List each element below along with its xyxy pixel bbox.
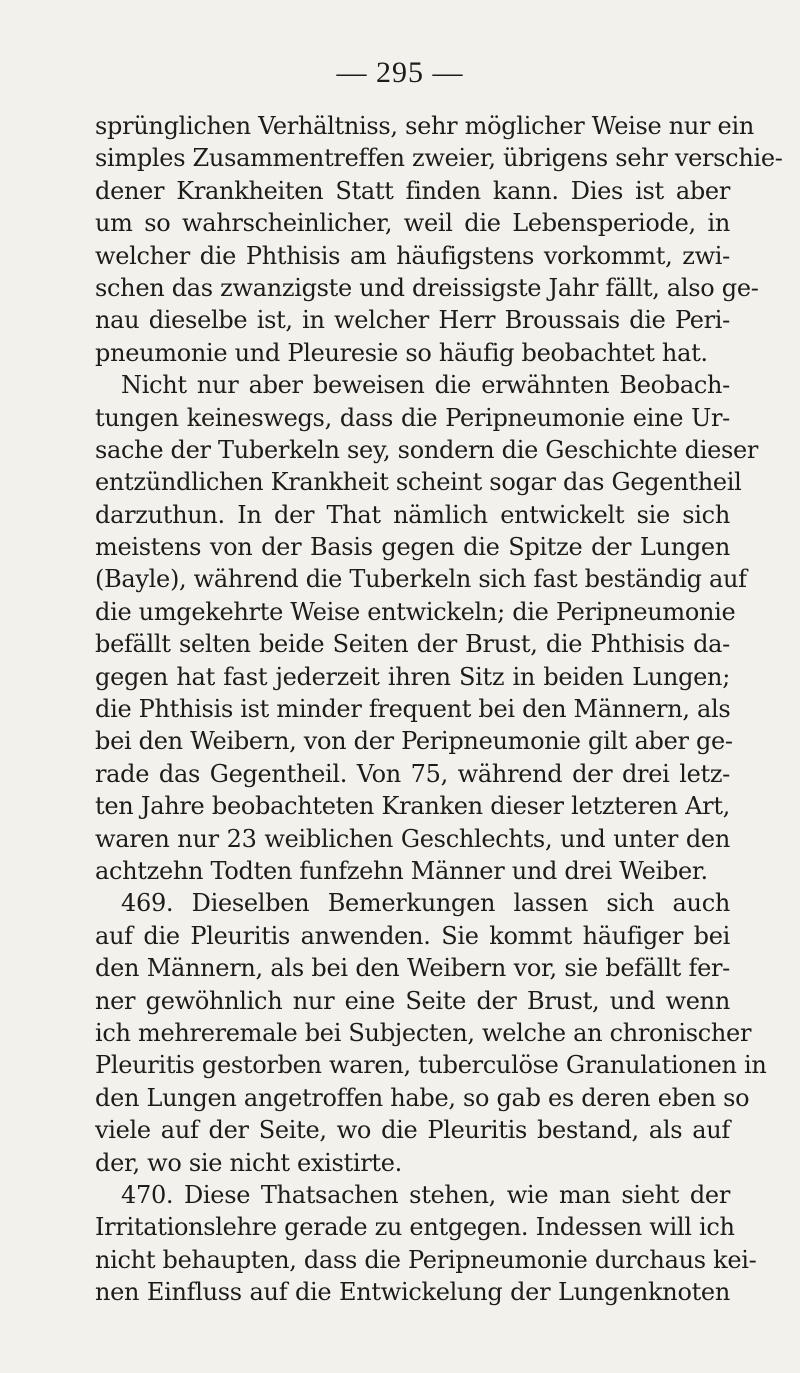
text-line: Pleuritis gestorben waren, tuberculöse Granulationen in <box>95 1051 767 1080</box>
text-line: Irritationslehre gerade zu entgegen. Indessen will ich <box>95 1213 735 1242</box>
body-text <box>95 110 783 1308</box>
text-line: sprünglichen Verhältniss, sehr möglicher Weise nur ein <box>95 112 754 140</box>
text-line: darzuthun. In der That nämlich entwickelt sie sich <box>95 500 730 529</box>
text-line: dener Krankheiten Statt finden kann. Dies ist aber <box>95 176 730 205</box>
text-line: (Bayle), während die Tuberkeln sich fast beständig auf <box>95 565 747 594</box>
text-line: bei den Weibern, von der Peripneumonie gilt aber ge- <box>95 727 733 756</box>
text-line: ten Jahre beobachteten Kranken dieser letzteren Art, <box>95 792 730 821</box>
text-line: nicht behaupten, dass die Peripneumonie durchaus kei- <box>95 1245 757 1274</box>
text-line: entzündlichen Krankheit scheint sogar das Gegentheil <box>95 468 742 497</box>
text-line: viele auf der Seite, wo die Pleuritis bestand, als auf <box>95 1116 730 1145</box>
text-line: nen Einfluss auf die Entwickelung der Lungenknoten <box>95 1278 730 1307</box>
text-line: achtzehn Todten funfzehn Männer und drei Weiber. <box>95 856 708 885</box>
text-line: Nicht nur aber beweisen die erwähnten Beobach- <box>121 371 730 400</box>
text-line: der, wo sie nicht existirte. <box>95 1148 403 1177</box>
text-line: 470. Diese Thatsachen stehen, wie man sieht der <box>121 1180 730 1209</box>
text-line: schen das zwanzigste und dreissigste Jahr fällt, also ge- <box>95 273 759 302</box>
text-line: um so wahrscheinlicher, weil die Lebensperiode, in <box>95 209 730 238</box>
text-line: den Männern, als bei den Weibern vor, sie befällt fer- <box>95 954 730 983</box>
text-line: tungen keineswegs, dass die Peripneumonie eine Ur- <box>95 403 730 432</box>
text-line: simples Zusammentreffen zweier, übrigens sehr verschie- <box>95 144 783 173</box>
text-line: ich mehreremale bei Subjecten, welche an chronischer <box>95 1018 752 1047</box>
text-line: welcher die Phthisis am häufigstens vorkommt, zwi- <box>95 241 730 270</box>
text-line: befällt selten beide Seiten der Brust, die Phthisis da- <box>95 630 730 659</box>
text-line: die Phthisis ist minder frequent bei den Männern, als <box>95 695 731 724</box>
text-line: gegen hat fast jederzeit ihren Sitz in beiden Lungen; <box>95 662 730 691</box>
text-line: 469. Dieselben Bemerkungen lassen sich auch <box>121 889 730 918</box>
page-number: — 295 — <box>336 56 464 89</box>
text-line: meistens von der Basis gegen die Spitze der Lungen <box>95 533 730 562</box>
text-line: ner gewöhnlich nur eine Seite der Brust, und wenn <box>95 986 730 1015</box>
text-line: sache der Tuberkeln sey, sondern die Geschichte dieser <box>95 435 759 464</box>
text-line: nau dieselbe ist, in welcher Herr Broussais die Peri- <box>95 306 730 335</box>
text-line: den Lungen angetroffen habe, so gab es deren eben so <box>95 1083 750 1112</box>
text-line: pneumonie und Pleuresie so häufig beobachtet hat. <box>95 338 708 367</box>
text-line: auf die Pleuritis anwenden. Sie kommt häufiger bei <box>95 921 730 950</box>
text-line: rade das Gegentheil. Von 75, während der drei letz- <box>95 759 730 788</box>
text-line: die umgekehrte Weise entwickeln; die Peripneumonie <box>95 597 736 626</box>
text-line: waren nur 23 weiblichen Geschlechts, und unter den <box>95 824 730 853</box>
